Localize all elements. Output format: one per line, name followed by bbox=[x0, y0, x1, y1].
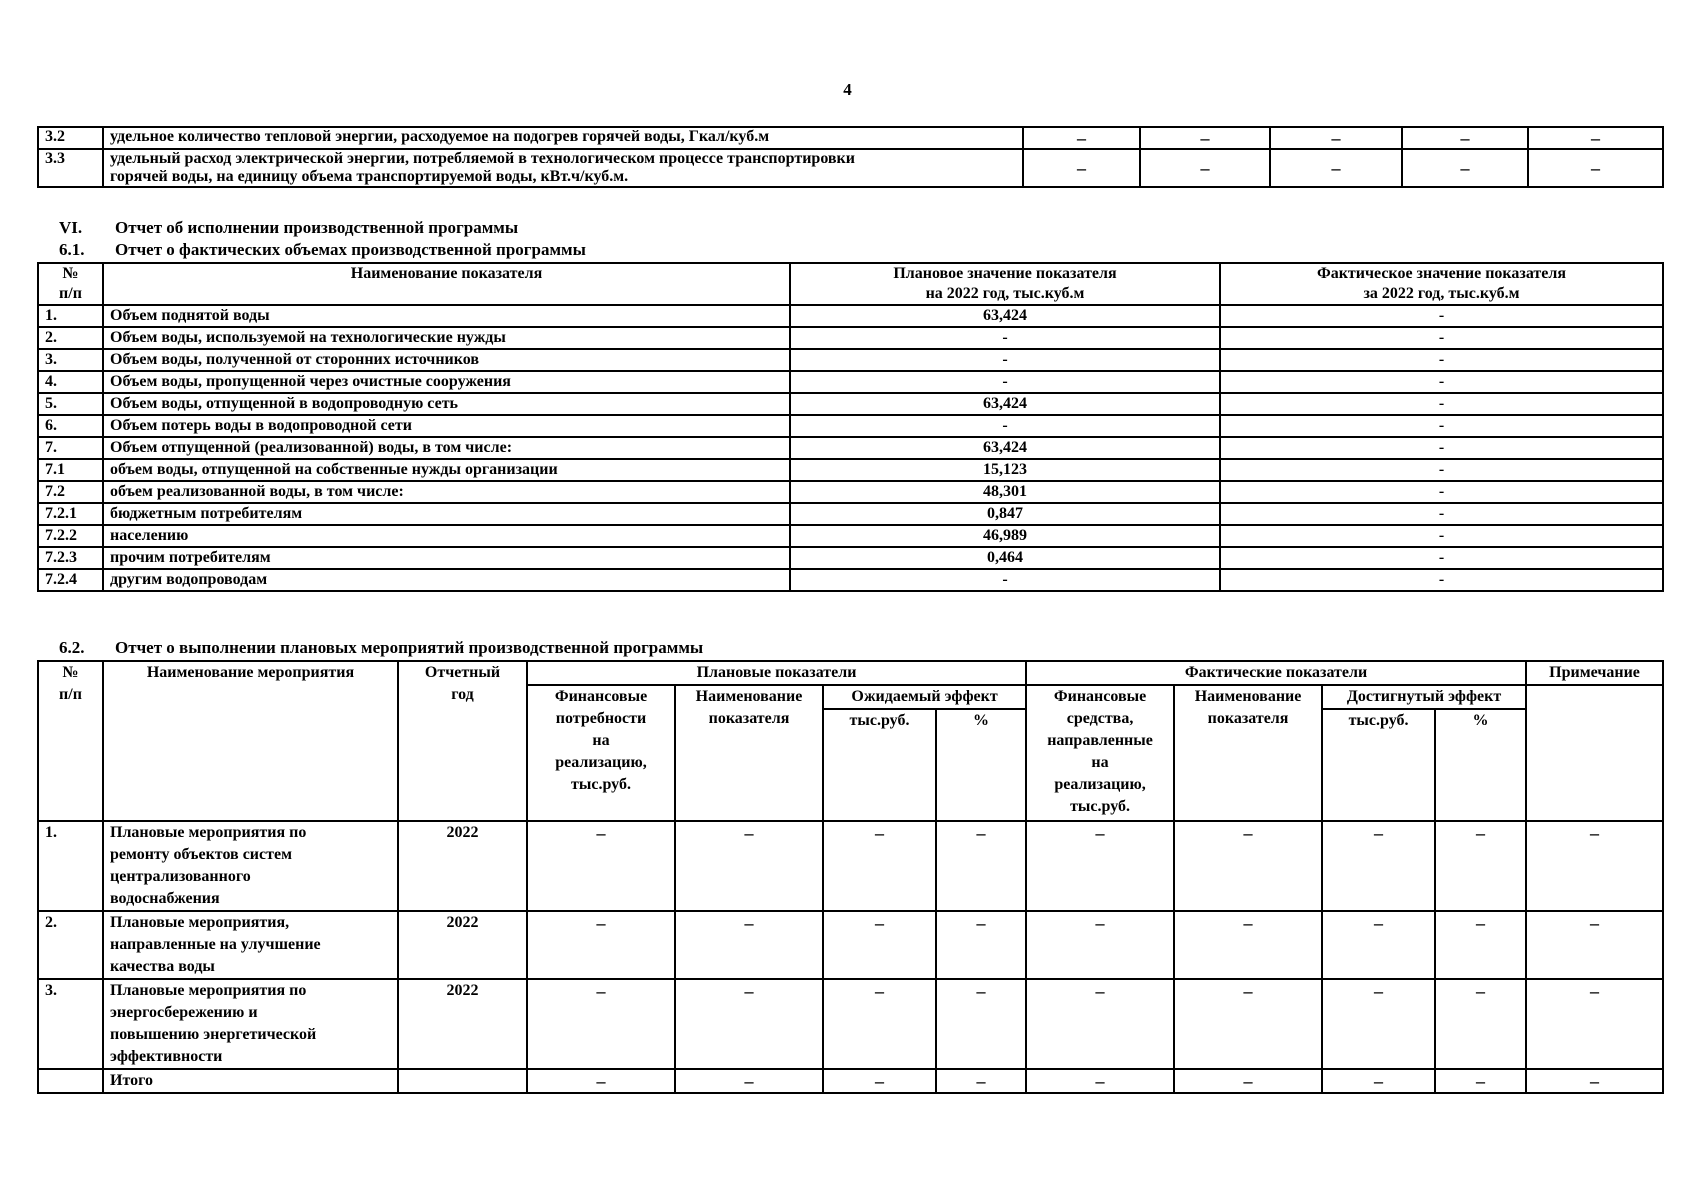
header-line: потребности bbox=[555, 710, 647, 727]
header-expected-effect: Ожидаемый эффект bbox=[823, 685, 1026, 709]
row-value: – bbox=[1174, 821, 1322, 911]
row-label-line: горячей воды, на единицу объема транспортируемой воды, кВт.ч/куб.м. bbox=[110, 168, 629, 185]
table-row bbox=[38, 525, 1663, 547]
row-value: – bbox=[1026, 911, 1174, 979]
row-name: другим водопроводам bbox=[103, 569, 790, 591]
total-value: – bbox=[1026, 1069, 1174, 1093]
row-plan: 63,424 bbox=[790, 437, 1220, 459]
row-number: 7.2.3 bbox=[38, 547, 103, 569]
table-row bbox=[38, 437, 1663, 459]
row-label bbox=[103, 149, 1023, 187]
row-plan: 15,123 bbox=[790, 459, 1220, 481]
total-value: – bbox=[1526, 1069, 1663, 1093]
total-year-empty bbox=[398, 1069, 527, 1093]
row-name: Объем воды, отпущенной в водопроводную сеть bbox=[103, 393, 790, 415]
header-line: год bbox=[451, 686, 474, 703]
table-row bbox=[38, 481, 1663, 503]
row-fact: - bbox=[1220, 327, 1663, 349]
row-plan: - bbox=[790, 349, 1220, 371]
header-number bbox=[38, 661, 103, 821]
row-value: – bbox=[1526, 911, 1663, 979]
section-6-1-heading bbox=[37, 240, 586, 260]
row-name: Объем воды, используемой на технологические нужды bbox=[103, 327, 790, 349]
row-value: – bbox=[1435, 979, 1526, 1069]
header-rub: тыс.руб. bbox=[1322, 709, 1435, 821]
row-plan: - bbox=[790, 371, 1220, 393]
section-title: Отчет о фактических объемах производственной программы bbox=[115, 240, 586, 259]
row-number: 4. bbox=[38, 371, 103, 393]
header-planned: Плановые показатели bbox=[527, 661, 1026, 685]
total-value: – bbox=[823, 1069, 936, 1093]
row-fact: - bbox=[1220, 547, 1663, 569]
header-name: Наименование показателя bbox=[103, 263, 790, 305]
row-name-line: Плановые мероприятия по bbox=[110, 824, 307, 841]
section-title: Отчет об исполнении производственной программы bbox=[115, 218, 519, 237]
row-name: объем реализованной воды, в том числе: bbox=[103, 481, 790, 503]
header-line: Плановое значение показателя bbox=[893, 265, 1117, 282]
header-line: Фактическое значение показателя bbox=[1316, 265, 1567, 282]
total-value: – bbox=[1435, 1069, 1526, 1093]
row-number: 3. bbox=[38, 349, 103, 371]
table-header-row bbox=[38, 661, 1663, 685]
header-line: тыс.руб. bbox=[1070, 798, 1130, 815]
row-value: – bbox=[1322, 821, 1435, 911]
row-name bbox=[103, 821, 398, 911]
header-plan bbox=[790, 263, 1220, 305]
header-number bbox=[38, 263, 103, 305]
header-fin-need bbox=[527, 685, 675, 821]
row-fact: - bbox=[1220, 415, 1663, 437]
row-value: – bbox=[1174, 979, 1322, 1069]
row-name-line: централизованного bbox=[110, 868, 251, 885]
table-row bbox=[38, 415, 1663, 437]
row-name-line: энергосбережению и bbox=[110, 1004, 258, 1021]
total-value: – bbox=[527, 1069, 675, 1093]
section-title: Отчет о выполнении плановых мероприятий производственной программы bbox=[115, 638, 704, 657]
row-value: – bbox=[1528, 127, 1663, 149]
row-value: – bbox=[936, 979, 1026, 1069]
table-row bbox=[38, 979, 1663, 1069]
row-value: – bbox=[936, 821, 1026, 911]
row-name: бюджетным потребителям bbox=[103, 503, 790, 525]
header-line: Наименование bbox=[695, 688, 803, 705]
table-row bbox=[38, 305, 1663, 327]
row-value: – bbox=[1435, 911, 1526, 979]
continuation-table bbox=[37, 126, 1664, 188]
header-year bbox=[398, 661, 527, 821]
header-name: Наименование мероприятия bbox=[103, 661, 398, 821]
row-number: 2. bbox=[38, 911, 103, 979]
table-row bbox=[38, 911, 1663, 979]
table-row bbox=[38, 149, 1663, 187]
header-line: на 2022 год, тыс.куб.м bbox=[925, 285, 1085, 302]
row-number: 3.3 bbox=[38, 149, 103, 187]
row-number: 7.2.2 bbox=[38, 525, 103, 547]
header-line: за 2022 год, тыс.куб.м bbox=[1363, 285, 1520, 302]
table-row bbox=[38, 393, 1663, 415]
header-indicator-name bbox=[1174, 685, 1322, 821]
row-number: 1. bbox=[38, 305, 103, 327]
table-row bbox=[38, 503, 1663, 525]
row-name: населению bbox=[103, 525, 790, 547]
row-fact: - bbox=[1220, 393, 1663, 415]
header-line: Финансовые bbox=[1053, 688, 1147, 705]
row-plan: - bbox=[790, 569, 1220, 591]
row-fact: - bbox=[1220, 459, 1663, 481]
header-line: на bbox=[1091, 754, 1109, 771]
row-value: – bbox=[823, 911, 936, 979]
header-line: п/п bbox=[59, 285, 82, 302]
row-value: – bbox=[1174, 911, 1322, 979]
header-pct: % bbox=[936, 709, 1026, 821]
row-year: 2022 bbox=[398, 979, 527, 1069]
production-volume-table bbox=[37, 262, 1664, 592]
row-number: 3. bbox=[38, 979, 103, 1069]
row-value: – bbox=[1526, 821, 1663, 911]
table-row bbox=[38, 349, 1663, 371]
total-value: – bbox=[1322, 1069, 1435, 1093]
row-plan: 46,989 bbox=[790, 525, 1220, 547]
row-value: – bbox=[1140, 149, 1270, 187]
row-name-line: качества воды bbox=[110, 958, 215, 975]
row-number: 7.2 bbox=[38, 481, 103, 503]
header-line: средства, bbox=[1066, 710, 1134, 727]
row-plan: - bbox=[790, 415, 1220, 437]
row-fact: - bbox=[1220, 305, 1663, 327]
row-number: 7.1 bbox=[38, 459, 103, 481]
header-line: направленные bbox=[1047, 732, 1153, 749]
section-number: 6.2. bbox=[59, 638, 85, 657]
header-fact bbox=[1220, 263, 1663, 305]
section-6-heading bbox=[37, 218, 518, 238]
table-row bbox=[38, 371, 1663, 393]
row-value: – bbox=[823, 979, 936, 1069]
row-name-line: повышению энергетической bbox=[110, 1026, 317, 1043]
header-line: реализацию, bbox=[555, 754, 647, 771]
header-rub: тыс.руб. bbox=[823, 709, 936, 821]
row-value: – bbox=[675, 979, 823, 1069]
header-actual: Фактические показатели bbox=[1026, 661, 1526, 685]
table-header-row bbox=[38, 263, 1663, 305]
total-label: Итого bbox=[103, 1069, 398, 1093]
table-body bbox=[38, 305, 1663, 591]
row-value: – bbox=[1023, 149, 1140, 187]
row-number: 3.2 bbox=[38, 127, 103, 149]
total-number-empty bbox=[38, 1069, 103, 1093]
row-name: прочим потребителям bbox=[103, 547, 790, 569]
header-achieved-effect: Достигнутый эффект bbox=[1322, 685, 1526, 709]
row-value: – bbox=[1526, 979, 1663, 1069]
row-value: – bbox=[527, 821, 675, 911]
row-year: 2022 bbox=[398, 821, 527, 911]
row-name: Объем потерь воды в водопроводной сети bbox=[103, 415, 790, 437]
table-row bbox=[38, 547, 1663, 569]
row-value: – bbox=[1026, 821, 1174, 911]
row-number: 7. bbox=[38, 437, 103, 459]
row-name-line: ремонту объектов систем bbox=[110, 846, 292, 863]
row-plan: 48,301 bbox=[790, 481, 1220, 503]
row-value: – bbox=[1270, 149, 1402, 187]
header-pct: % bbox=[1435, 709, 1526, 821]
row-value: – bbox=[1023, 127, 1140, 149]
row-number: 1. bbox=[38, 821, 103, 911]
header-line: Наименование bbox=[1194, 688, 1302, 705]
row-label-line: удельный расход электрической энергии, потребляемой в технологическом процессе транспортировки bbox=[110, 150, 855, 167]
header-line: показателя bbox=[1207, 710, 1289, 727]
row-fact: - bbox=[1220, 349, 1663, 371]
total-row bbox=[38, 1069, 1663, 1093]
row-value: – bbox=[527, 911, 675, 979]
row-fact: - bbox=[1220, 371, 1663, 393]
section-6-2-heading bbox=[37, 638, 703, 658]
row-name-line: эффективности bbox=[110, 1048, 223, 1065]
header-line: реализацию, bbox=[1054, 776, 1146, 793]
row-number: 2. bbox=[38, 327, 103, 349]
row-number: 5. bbox=[38, 393, 103, 415]
header-note: Примечание bbox=[1526, 661, 1663, 685]
header-line: тыс.руб. bbox=[571, 776, 631, 793]
header-line: на bbox=[592, 732, 610, 749]
header-line: № bbox=[62, 664, 79, 681]
row-name-line: Плановые мероприятия, bbox=[110, 914, 290, 931]
page-number: 4 bbox=[843, 80, 852, 99]
header-note-empty bbox=[1526, 685, 1663, 821]
total-value: – bbox=[936, 1069, 1026, 1093]
planned-measures-table bbox=[37, 660, 1664, 1094]
row-value: – bbox=[1435, 821, 1526, 911]
row-name: Объем отпущенной (реализованной) воды, в том числе: bbox=[103, 437, 790, 459]
row-fact: - bbox=[1220, 525, 1663, 547]
table-body bbox=[38, 821, 1663, 1093]
row-value: – bbox=[675, 821, 823, 911]
row-value: – bbox=[1026, 979, 1174, 1069]
header-line: показателя bbox=[708, 710, 790, 727]
row-fact: - bbox=[1220, 437, 1663, 459]
row-name: Объем воды, полученной от сторонних источников bbox=[103, 349, 790, 371]
row-value: – bbox=[1322, 979, 1435, 1069]
row-plan: 0,464 bbox=[790, 547, 1220, 569]
row-value: – bbox=[1140, 127, 1270, 149]
row-fact: - bbox=[1220, 503, 1663, 525]
header-line: п/п bbox=[59, 686, 82, 703]
header-fin-funds bbox=[1026, 685, 1174, 821]
row-value: – bbox=[675, 911, 823, 979]
row-name-line: Плановые мероприятия по bbox=[110, 982, 307, 999]
row-year: 2022 bbox=[398, 911, 527, 979]
row-name: Объем воды, пропущенной через очистные сооружения bbox=[103, 371, 790, 393]
total-value: – bbox=[1174, 1069, 1322, 1093]
row-value: – bbox=[1322, 911, 1435, 979]
row-name-line: направленные на улучшение bbox=[110, 936, 321, 953]
row-fact: - bbox=[1220, 481, 1663, 503]
row-plan: 63,424 bbox=[790, 393, 1220, 415]
row-value: – bbox=[936, 911, 1026, 979]
header-indicator-name bbox=[675, 685, 823, 821]
table-row bbox=[38, 569, 1663, 591]
header-line: Финансовые bbox=[554, 688, 648, 705]
row-number: 7.2.1 bbox=[38, 503, 103, 525]
row-plan: 63,424 bbox=[790, 305, 1220, 327]
row-name-line: водоснабжения bbox=[110, 890, 220, 907]
row-plan: - bbox=[790, 327, 1220, 349]
section-number: VI. bbox=[59, 218, 83, 237]
header-line: № bbox=[62, 265, 79, 282]
row-name bbox=[103, 979, 398, 1069]
row-number: 7.2.4 bbox=[38, 569, 103, 591]
row-value: – bbox=[1402, 127, 1528, 149]
row-value: – bbox=[1270, 127, 1402, 149]
row-label: удельное количество тепловой энергии, расходуемое на подогрев горячей воды, Гкал/куб.м bbox=[103, 127, 1023, 149]
row-plan: 0,847 bbox=[790, 503, 1220, 525]
header-line: Отчетный bbox=[424, 664, 501, 681]
section-number: 6.1. bbox=[59, 240, 85, 259]
row-number: 6. bbox=[38, 415, 103, 437]
total-value: – bbox=[675, 1069, 823, 1093]
table-row bbox=[38, 459, 1663, 481]
row-value: – bbox=[1528, 149, 1663, 187]
row-name: объем воды, отпущенной на собственные нужды организации bbox=[103, 459, 790, 481]
row-value: – bbox=[1402, 149, 1528, 187]
table-row bbox=[38, 327, 1663, 349]
row-name: Объем поднятой воды bbox=[103, 305, 790, 327]
row-value: – bbox=[823, 821, 936, 911]
row-value: – bbox=[527, 979, 675, 1069]
row-name bbox=[103, 911, 398, 979]
row-fact: - bbox=[1220, 569, 1663, 591]
table-row bbox=[38, 821, 1663, 911]
table-row bbox=[38, 127, 1663, 149]
